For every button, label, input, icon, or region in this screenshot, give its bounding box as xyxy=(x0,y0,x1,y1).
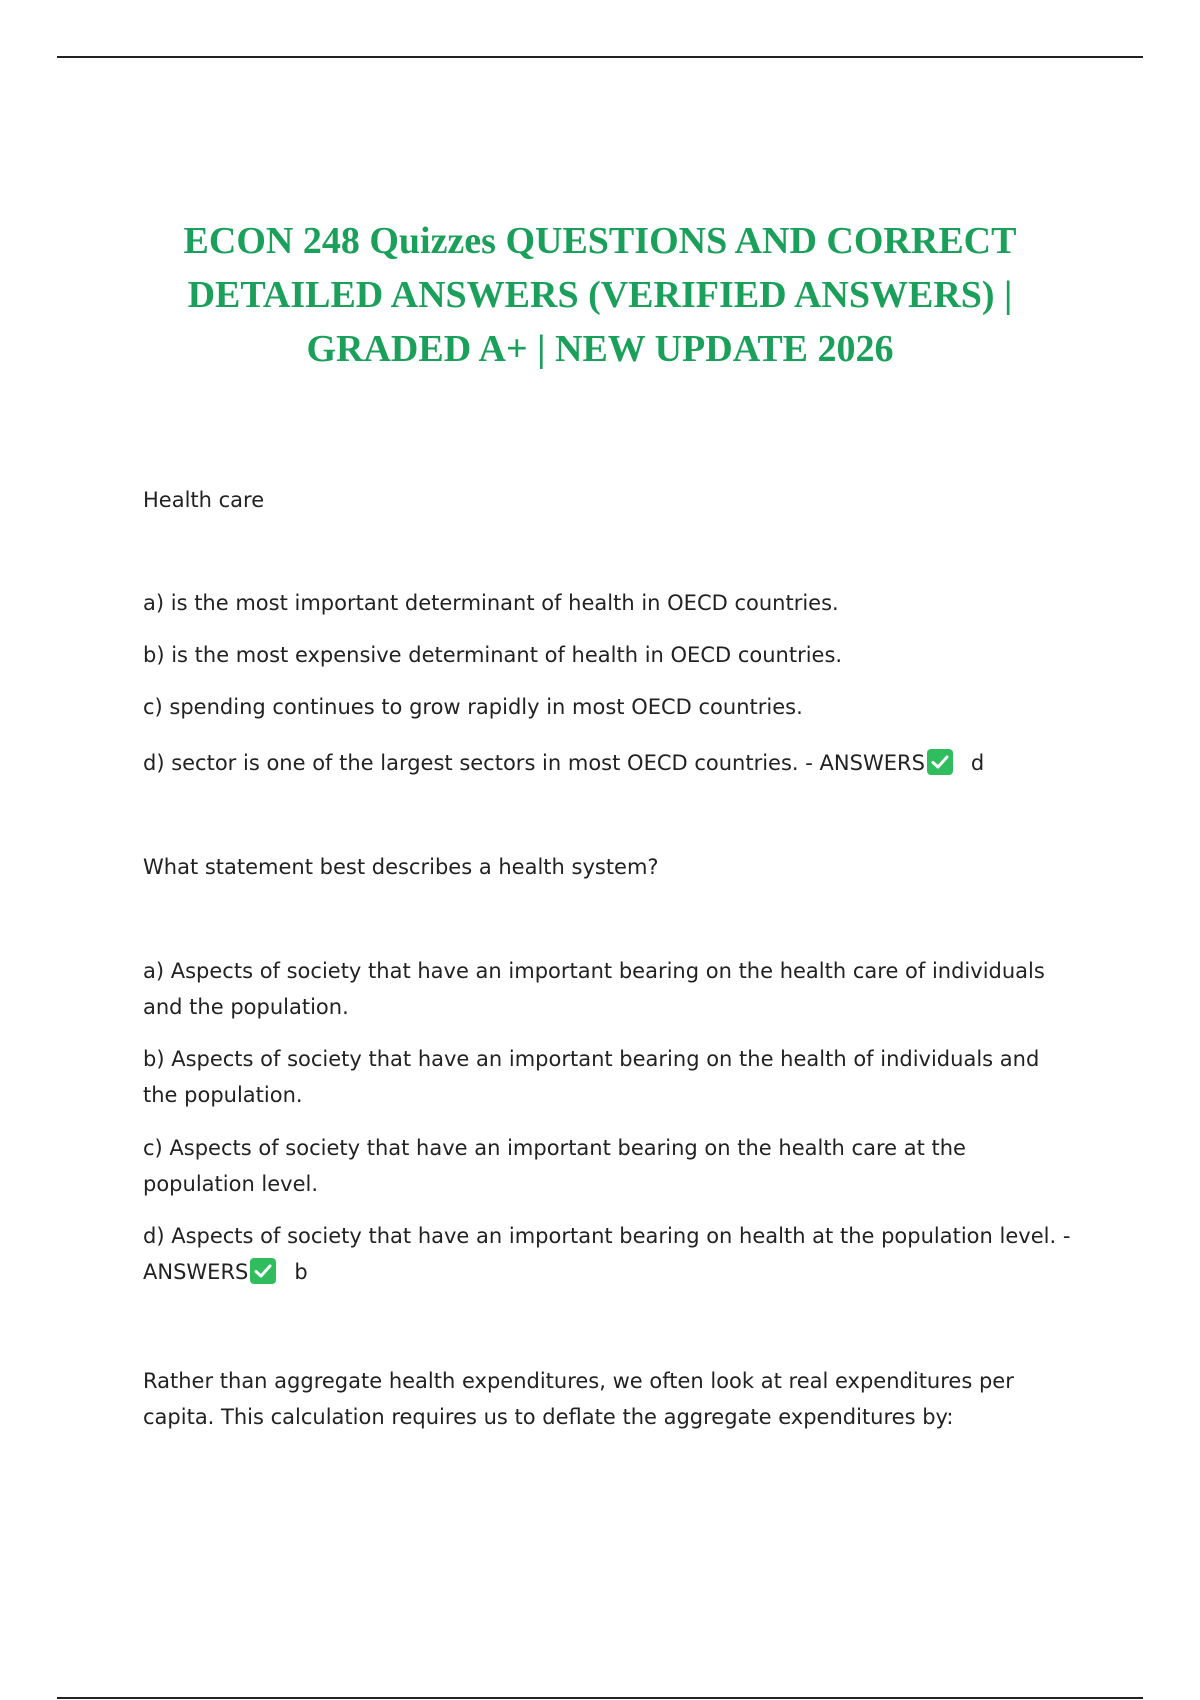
bottom-rule xyxy=(57,1697,1143,1699)
question-2-option-d xyxy=(143,1218,1078,1290)
question-1-option-b: b) is the most expensive determinant of health in OECD countries. xyxy=(143,643,843,667)
question-1-option-a: a) is the most important determinant of health in OECD countries. xyxy=(143,591,839,615)
question-2-option-c: c) Aspects of society that have an important bearing on the health care at the population level. xyxy=(143,1136,966,1196)
question-1-option-d xyxy=(143,745,1078,781)
check-mark-icon xyxy=(250,1258,276,1284)
check-mark-icon xyxy=(927,749,953,775)
question-1-answer: d xyxy=(970,751,985,775)
question-1-option-d-text: d) sector is one of the largest sectors in most OECD countries. xyxy=(143,751,799,775)
question-2-prompt: What statement best describes a health system? xyxy=(143,855,659,879)
question-3-prompt: Rather than aggregate health expenditures, we often look at real expenditures per capita. This calculation requires us to deflate the aggregate expenditures by: xyxy=(143,1369,1014,1429)
question-2-option-b: b) Aspects of society that have an important bearing on the health of individuals and the population. xyxy=(143,1047,1040,1107)
document-title: ECON 248 Quizzes QUESTIONS AND CORRECT DETAILED ANSWERS (VERIFIED ANSWERS) | GRADED A+ | NEW UPDATE 2026 xyxy=(183,220,1017,370)
question-2-option-d-text: d) Aspects of society that have an important bearing on health at the population level. xyxy=(143,1224,1057,1248)
top-rule xyxy=(57,56,1143,58)
question-2-answer-label: - ANSWERS xyxy=(143,1224,1071,1284)
question-1-prompt: Health care xyxy=(143,488,265,512)
question-1-option-c: c) spending continues to grow rapidly in most OECD countries. xyxy=(143,695,803,719)
question-2-answer: b xyxy=(294,1260,308,1284)
question-2-option-a: a) Aspects of society that have an important bearing on the health care of individuals and the population. xyxy=(143,959,1045,1019)
question-1-answer-label: - ANSWERS xyxy=(805,751,925,775)
